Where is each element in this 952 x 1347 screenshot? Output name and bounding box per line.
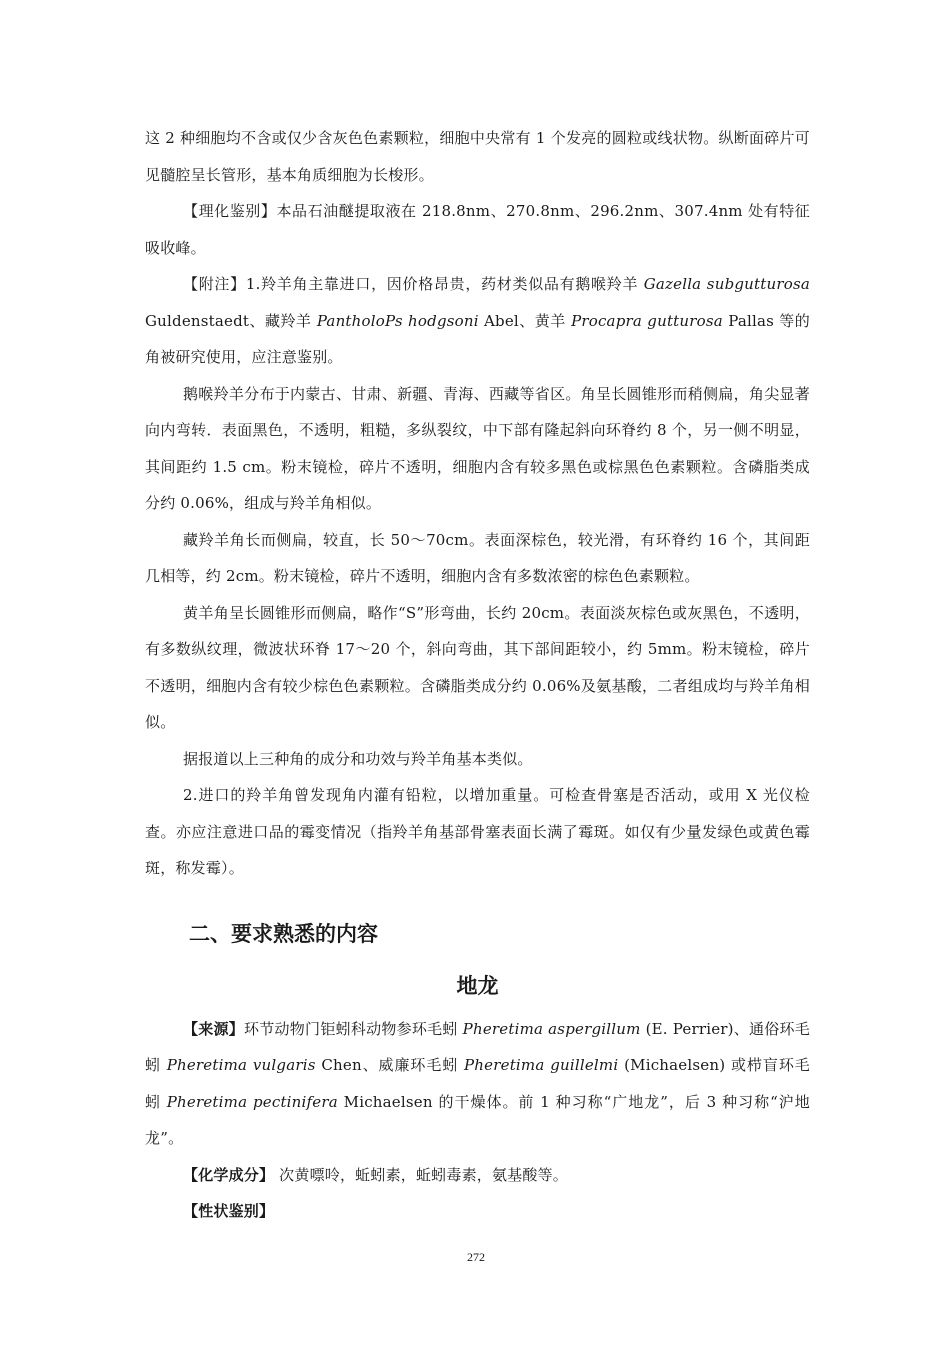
source-text-2: (E. Perrier)、通俗环毛蚓 <box>145 1019 810 1074</box>
chem-text: 次黄嘌呤，蚯蚓素，蚯蚓毒素，氨基酸等。 <box>274 1165 568 1184</box>
source-label: 【来源】 <box>183 1019 245 1038</box>
latin-name-pantholops: PantholoPs hodgsoni <box>316 311 479 330</box>
section-heading: 二、要求熟悉的内容 <box>189 921 378 946</box>
latin-name-guillelmi: Pheretima guillelmi <box>464 1056 619 1074</box>
page-body <box>145 120 810 1230</box>
paragraph-tibetan-antelope-horn: 藏羚羊角长而侧扁，较直，长 50～70cm。表面深棕色，较光滑，有环脊约 16 个，其间距几相等，约 2cm。粉末镜检，碎片不透明，细胞内含有多数浓密的棕色色素颗粒。 <box>145 530 810 585</box>
note-text-4: Pallas 等的角被研究使用，应注意鉴别。 <box>145 311 810 366</box>
note-label: 【附注】 <box>183 275 246 293</box>
drug-title: 地龙 <box>456 973 499 998</box>
paragraph-mongolian-gazelle-horn: 黄羊角呈长圆锥形而侧扁，略作“S”形弯曲，长约 20cm。表面淡灰棕色或灰黑色，不透明，有多数纵纹理，微波状环脊 17～20 个，斜向弯曲，其下部间距较小，约 5mm。粉末镜检，碎片不透明，细胞内含有较少棕色色素颗粒。含磷脂类成分约 0.06%及氨基酸，二者组成均与羚羊角相似。 <box>145 603 810 731</box>
paragraph-note-2: 2.进口的羚羊角曾发现角内灌有铅粒，以增加重量。可检查骨塞是否活动，或用 X 光仪检查。亦应注意进口品的霉变情况（指羚羊角基部骨塞表面长满了霉斑。如仅有少量发绿色或黄色霉斑，称发霉）。 <box>145 786 810 877</box>
paragraph-goitered-gazelle-horn: 鹅喉羚羊分布于内蒙古、甘肃、新疆、青海、西藏等省区。角呈长圆锥形而稍侧扁，角尖显著向内弯转．表面黑色，不透明，粗糙，多纵裂纹，中下部有隆起斜向环脊约 8 个，另一侧不明显，其间距约 1.5 cm。粉末镜检，碎片不透明，细胞内含有较多黑色或棕黑色色素颗粒。含磷脂类成分约 0.06%，组成与羚羊角相似。 <box>145 384 810 512</box>
paragraph-chemical-components <box>145 1157 810 1194</box>
note-text-1: 1.羚羊角主靠进口，因价格昂贵，药材类似品有鹅喉羚羊 <box>245 275 644 293</box>
latin-name-procapra: Procapra gutturosa <box>571 311 723 330</box>
paragraph-trait-identification <box>145 1193 810 1230</box>
paragraph-source <box>145 1011 810 1157</box>
latin-name-gazella: Gazella subgutturosa <box>643 275 810 293</box>
page-number: 272 <box>467 1250 485 1264</box>
source-text-3: Chen、威廉环毛蚓 <box>315 1056 465 1074</box>
paragraph-report-summary: 据报道以上三种角的成分和功效与羚羊角基本类似。 <box>183 749 533 768</box>
source-text-4: (Michaelsen) 或栉盲环毛蚓 <box>145 1056 810 1111</box>
latin-name-vulgaris: Pheretima vulgaris <box>166 1056 316 1074</box>
note-text-2: Guldenstaedt、藏羚羊 <box>145 311 317 330</box>
source-text-1: 环节动物门钜蚓科动物参环毛蚓 <box>244 1019 463 1038</box>
note-text-3: Abel、黄羊 <box>478 311 572 330</box>
source-text-5: Michaelsen 的干燥体。前 1 种习称“广地龙”，后 3 种习称“沪地龙”。 <box>145 1092 810 1147</box>
paragraph-physchem-identification: 【理化鉴别】本品石油醚提取液在 218.8nm、270.8nm、296.2nm、307.4nm 处有特征吸收峰。 <box>145 202 810 257</box>
trait-label: 【性状鉴别】 <box>183 1202 275 1220</box>
chem-label: 【化学成分】 <box>183 1165 275 1184</box>
paragraph-note-1 <box>145 266 810 376</box>
latin-name-aspergillum: Pheretima aspergillum <box>462 1019 641 1038</box>
latin-name-pectinifera: Pheretima pectinifera <box>166 1092 338 1111</box>
paragraph-cell-description: 这 2 种细胞均不含或仅少含灰色色素颗粒，细胞中央常有 1 个发亮的圆粒或线状物。纵断面碎片可见髓腔呈长管形，基本角质细胞为长梭形。 <box>145 129 810 184</box>
